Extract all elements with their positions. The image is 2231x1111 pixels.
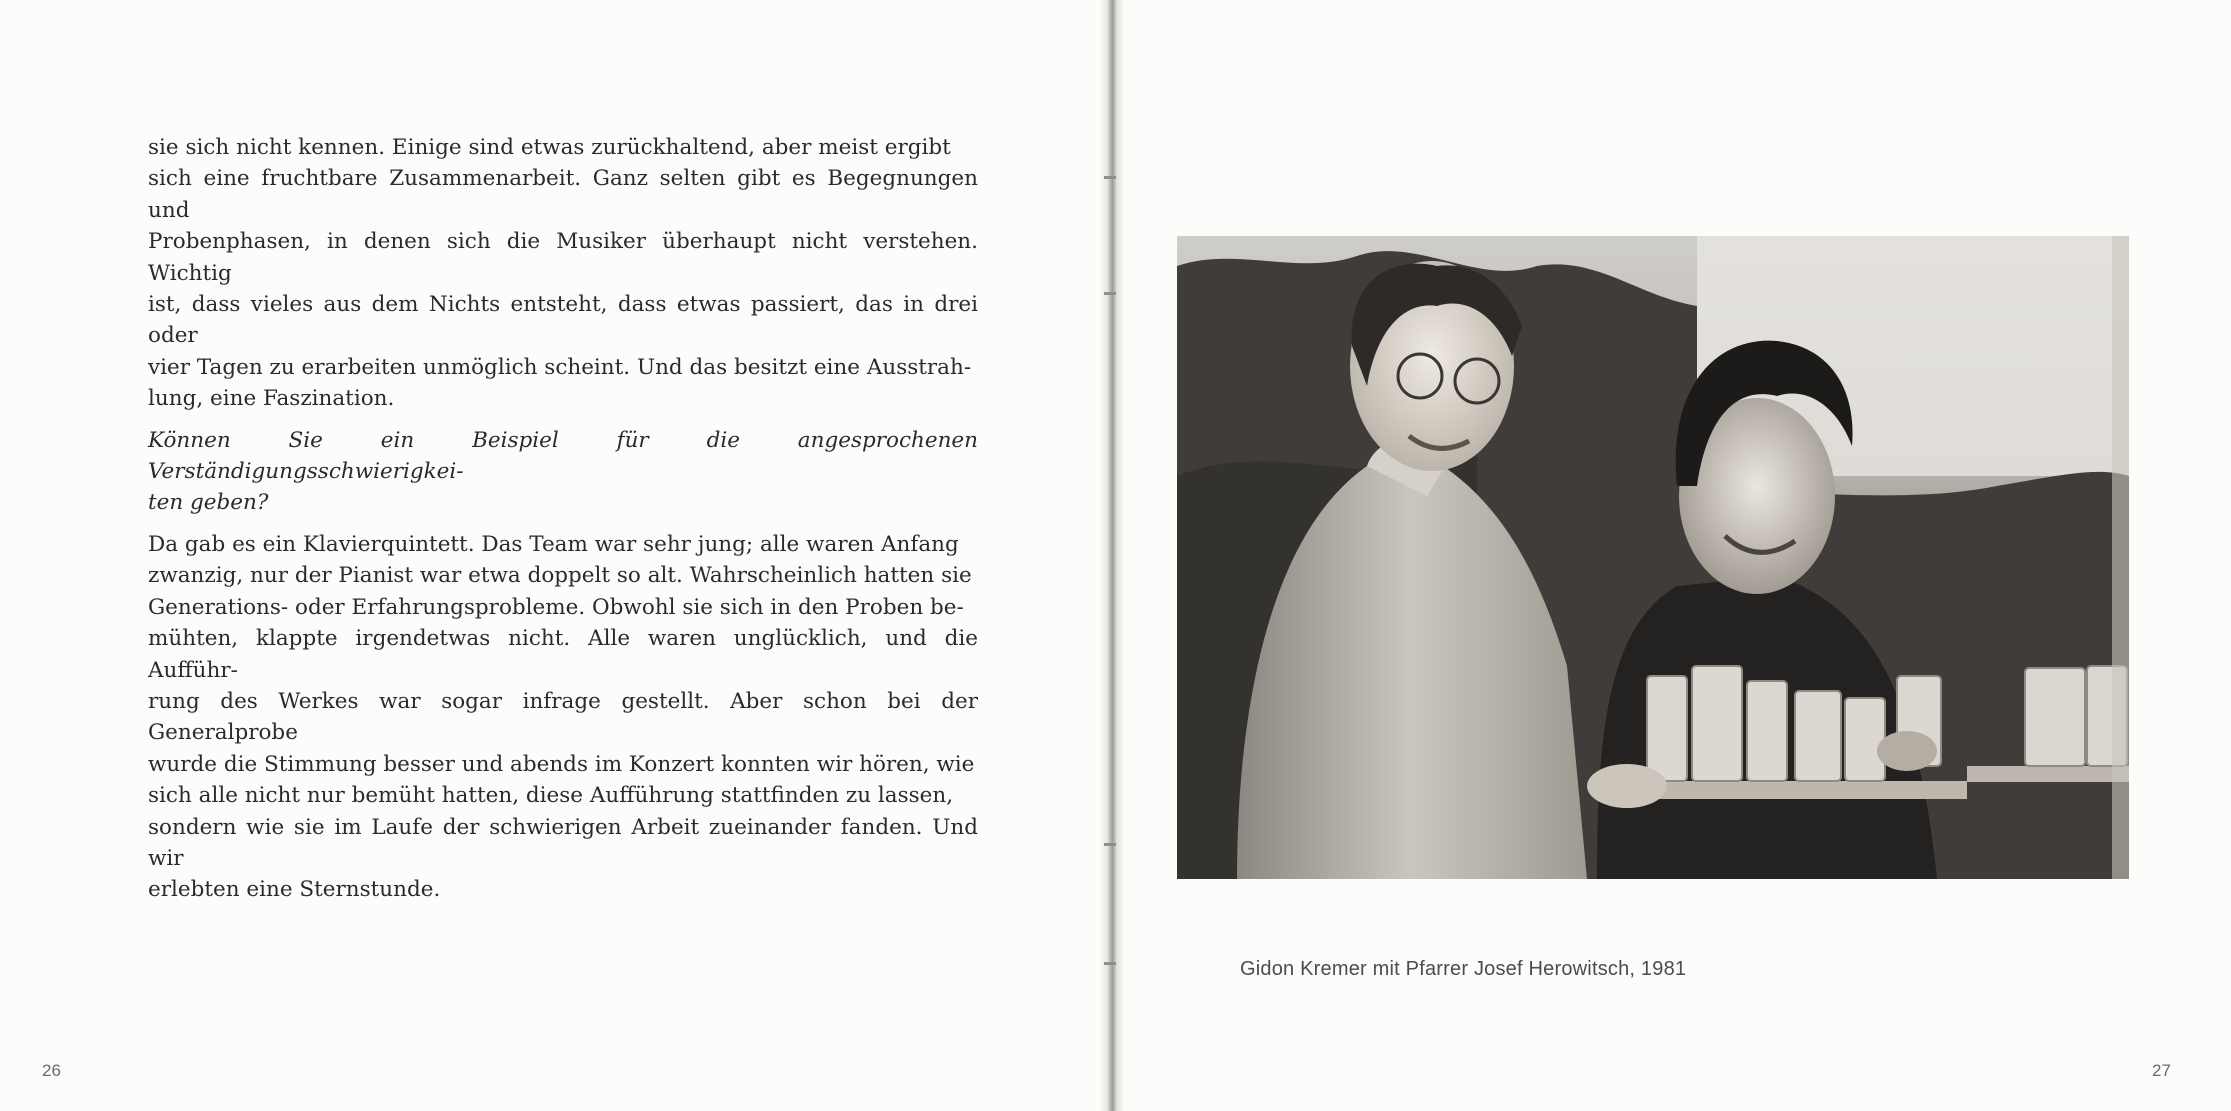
text-line: vier Tagen zu erarbeiten unmöglich scheint. Und das besitzt eine Ausstrah- (148, 354, 972, 380)
photo-edge (2112, 236, 2129, 879)
interview-question (148, 425, 978, 519)
body-text (148, 132, 978, 916)
hand (1587, 764, 1667, 808)
glass (1692, 666, 1742, 781)
tray (1637, 781, 1967, 799)
text-line: Generations- oder Erfahrungsprobleme. Obwohl sie sich in den Proben be- (148, 594, 964, 620)
glass (1795, 691, 1841, 781)
hand (1877, 731, 1937, 771)
page-number-right: 27 (2152, 1061, 2171, 1080)
text-line: ist, dass vieles aus dem Nichts entsteht, dass etwas passiert, das in drei oder (148, 292, 978, 349)
text-line: zwanzig, nur der Pianist war etwa doppelt so alt. Wahrscheinlich hatten sie (148, 563, 972, 589)
left-page (0, 0, 1108, 1111)
text-line: mühten, klappte irgendetwas nicht. Alle waren unglücklich, und die Aufführ- (148, 626, 978, 683)
binding-staple (1104, 843, 1116, 846)
binding-staple (1104, 176, 1116, 179)
text-line: sondern wie sie im Laufe der schwierigen Arbeit zueinander fanden. Und wir (148, 814, 978, 871)
photo-two-men-laughing-icon (1177, 236, 2129, 879)
photo-svg (1177, 236, 2129, 879)
text-line: sich eine fruchtbare Zusammenarbeit. Ganz selten gibt es Begegnungen und (148, 166, 978, 223)
text-line: rung des Werkes war sogar infrage gestellt. Aber schon bei der Generalprobe (148, 688, 978, 746)
paragraph-1 (148, 132, 978, 415)
text-line: Probenphasen, in denen sich die Musiker überhaupt nicht verstehen. Wichtig (148, 229, 978, 286)
binding-staple (1104, 292, 1116, 295)
book-gutter (1100, 0, 1124, 1111)
text-line: sich alle nicht nur bemüht hatten, diese Aufführung stattfinden zu lassen, (148, 783, 954, 809)
glass (2025, 668, 2085, 766)
text-line: ten geben? (148, 490, 269, 516)
tray-right (1967, 766, 2129, 782)
text-line: erlebten eine Sternstunde. (148, 877, 441, 903)
text-line: Können Sie ein Beispiel für die angesprochenen Verständigungsschwierigkei- (148, 427, 978, 485)
photo-caption: Gidon Kremer mit Pfarrer Josef Herowitsch, 1981 (1240, 958, 1687, 980)
glass (1647, 676, 1687, 781)
paragraph-2 (148, 529, 978, 906)
text-line: Da gab es ein Klavierquintett. Das Team war sehr jung; alle waren Anfang (148, 531, 959, 557)
text-line: wurde die Stimmung besser und abends im Konzert konnten wir hören, wie (148, 751, 975, 777)
page-number-left: 26 (42, 1061, 61, 1080)
text-line: sie sich nicht kennen. Einige sind etwas zurückhaltend, aber meist ergibt (148, 135, 951, 160)
glass (1845, 698, 1885, 781)
glass (1747, 681, 1787, 781)
binding-staple (1104, 962, 1116, 965)
text-line: lung, eine Faszination. (148, 386, 395, 412)
